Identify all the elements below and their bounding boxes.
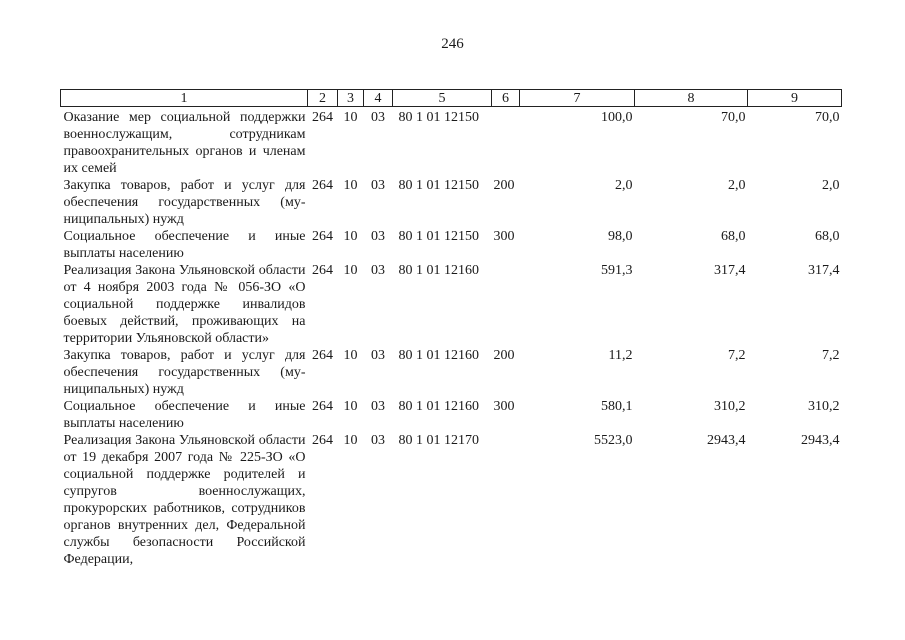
row-subsection: 03 (371, 348, 385, 363)
table-header (61, 90, 842, 107)
row-subsection: 03 (371, 433, 385, 448)
row-expense-type: 300 (493, 229, 515, 244)
row-value-7: 591,3 (601, 263, 633, 278)
row-value-7: 2,0 (615, 178, 633, 193)
table-row (61, 107, 842, 178)
row-name: Оказание мер социальной поддержки военнослужащим, сотрудникам правоохранительных органов и членам их семей (63, 110, 306, 176)
table-row (61, 398, 842, 432)
table-body (61, 107, 842, 569)
row-name: Реализация Закона Ульяновской области от 4 ноября 2003 года № 056-ЗО «О социальной поддержке инвалидов боевых действий, проживающих на территории Ульяновской области» (63, 263, 306, 346)
row-subsection: 03 (371, 399, 385, 414)
row-value-7: 5523,0 (594, 433, 633, 448)
table-row (61, 347, 842, 398)
column-header-2: 2 (308, 90, 338, 107)
header-row (61, 90, 842, 107)
row-section: 10 (343, 263, 358, 278)
row-value-7: 100,0 (601, 110, 633, 125)
row-section: 10 (343, 348, 358, 363)
row-ministry: 264 (312, 399, 333, 414)
row-expense-type (492, 262, 520, 347)
row-subsection: 03 (371, 110, 385, 125)
table-row (61, 432, 842, 568)
row-value-8: 2943,4 (707, 433, 746, 448)
column-header-5: 5 (393, 90, 492, 107)
row-value-9: 317,4 (808, 263, 840, 278)
row-ministry: 264 (312, 263, 333, 278)
row-expense-type (492, 107, 520, 178)
table-row (61, 177, 842, 228)
row-ministry: 264 (312, 110, 333, 125)
row-section: 10 (343, 433, 358, 448)
budget-table (60, 89, 842, 568)
row-ministry: 264 (312, 433, 333, 448)
row-value-8: 310,2 (714, 399, 746, 414)
row-value-9: 7,2 (822, 348, 840, 363)
row-value-9: 310,2 (808, 399, 840, 414)
row-name: Социальное обеспечение и иные выплаты населению (63, 229, 306, 261)
table-row (61, 262, 842, 347)
row-value-7: 11,2 (608, 348, 633, 363)
row-target: 80 1 01 12150 (398, 178, 479, 193)
column-header-9: 9 (748, 90, 842, 107)
row-name: Закупка товаров, работ и услуг для обеспечения государственных (муниципальных) нужд (63, 348, 306, 397)
row-value-7: 580,1 (601, 399, 633, 414)
row-value-9: 70,0 (815, 110, 840, 125)
row-target: 80 1 01 12160 (398, 348, 479, 363)
row-value-9: 2943,4 (801, 433, 840, 448)
column-header-7: 7 (520, 90, 635, 107)
column-header-1: 1 (61, 90, 308, 107)
row-target: 80 1 01 12170 (398, 433, 479, 448)
row-ministry: 264 (312, 178, 333, 193)
row-value-7: 98,0 (608, 229, 633, 244)
row-value-8: 7,2 (728, 348, 746, 363)
row-subsection: 03 (371, 178, 385, 193)
table-row (61, 228, 842, 262)
row-section: 10 (343, 110, 358, 125)
row-ministry: 264 (312, 348, 333, 363)
row-value-8: 68,0 (721, 229, 746, 244)
row-section: 10 (343, 229, 358, 244)
column-header-8: 8 (635, 90, 748, 107)
row-target: 80 1 01 12160 (398, 263, 479, 278)
row-ministry: 264 (312, 229, 333, 244)
row-expense-type: 200 (493, 348, 515, 363)
row-value-8: 70,0 (721, 110, 746, 125)
row-value-9: 2,0 (822, 178, 840, 193)
column-header-3: 3 (338, 90, 364, 107)
row-name: Реализация Закона Ульяновской области от 19 декабря 2007 года № 225-ЗО «О социальной поддержке родителей и супругов военнослужащих, прокурорских работников, сотрудников органов внутренних дел, Федеральной службы безопасности Российской Федерации, (63, 433, 306, 567)
row-value-8: 2,0 (728, 178, 746, 193)
column-header-6: 6 (492, 90, 520, 107)
row-target: 80 1 01 12150 (398, 110, 479, 125)
row-name: Закупка товаров, работ и услуг для обеспечения государственных (муниципальных) нужд (63, 178, 306, 227)
row-section: 10 (343, 178, 358, 193)
row-target: 80 1 01 12160 (398, 399, 479, 414)
row-subsection: 03 (371, 229, 385, 244)
row-section: 10 (343, 399, 358, 414)
row-expense-type: 300 (493, 399, 515, 414)
row-name: Социальное обеспечение и иные выплаты населению (63, 399, 306, 431)
page-number: 246 (441, 36, 464, 52)
row-target: 80 1 01 12150 (398, 229, 479, 244)
row-value-9: 68,0 (815, 229, 840, 244)
row-value-8: 317,4 (714, 263, 746, 278)
row-expense-type (492, 432, 520, 568)
column-header-4: 4 (364, 90, 393, 107)
row-subsection: 03 (371, 263, 385, 278)
row-expense-type: 200 (493, 178, 515, 193)
